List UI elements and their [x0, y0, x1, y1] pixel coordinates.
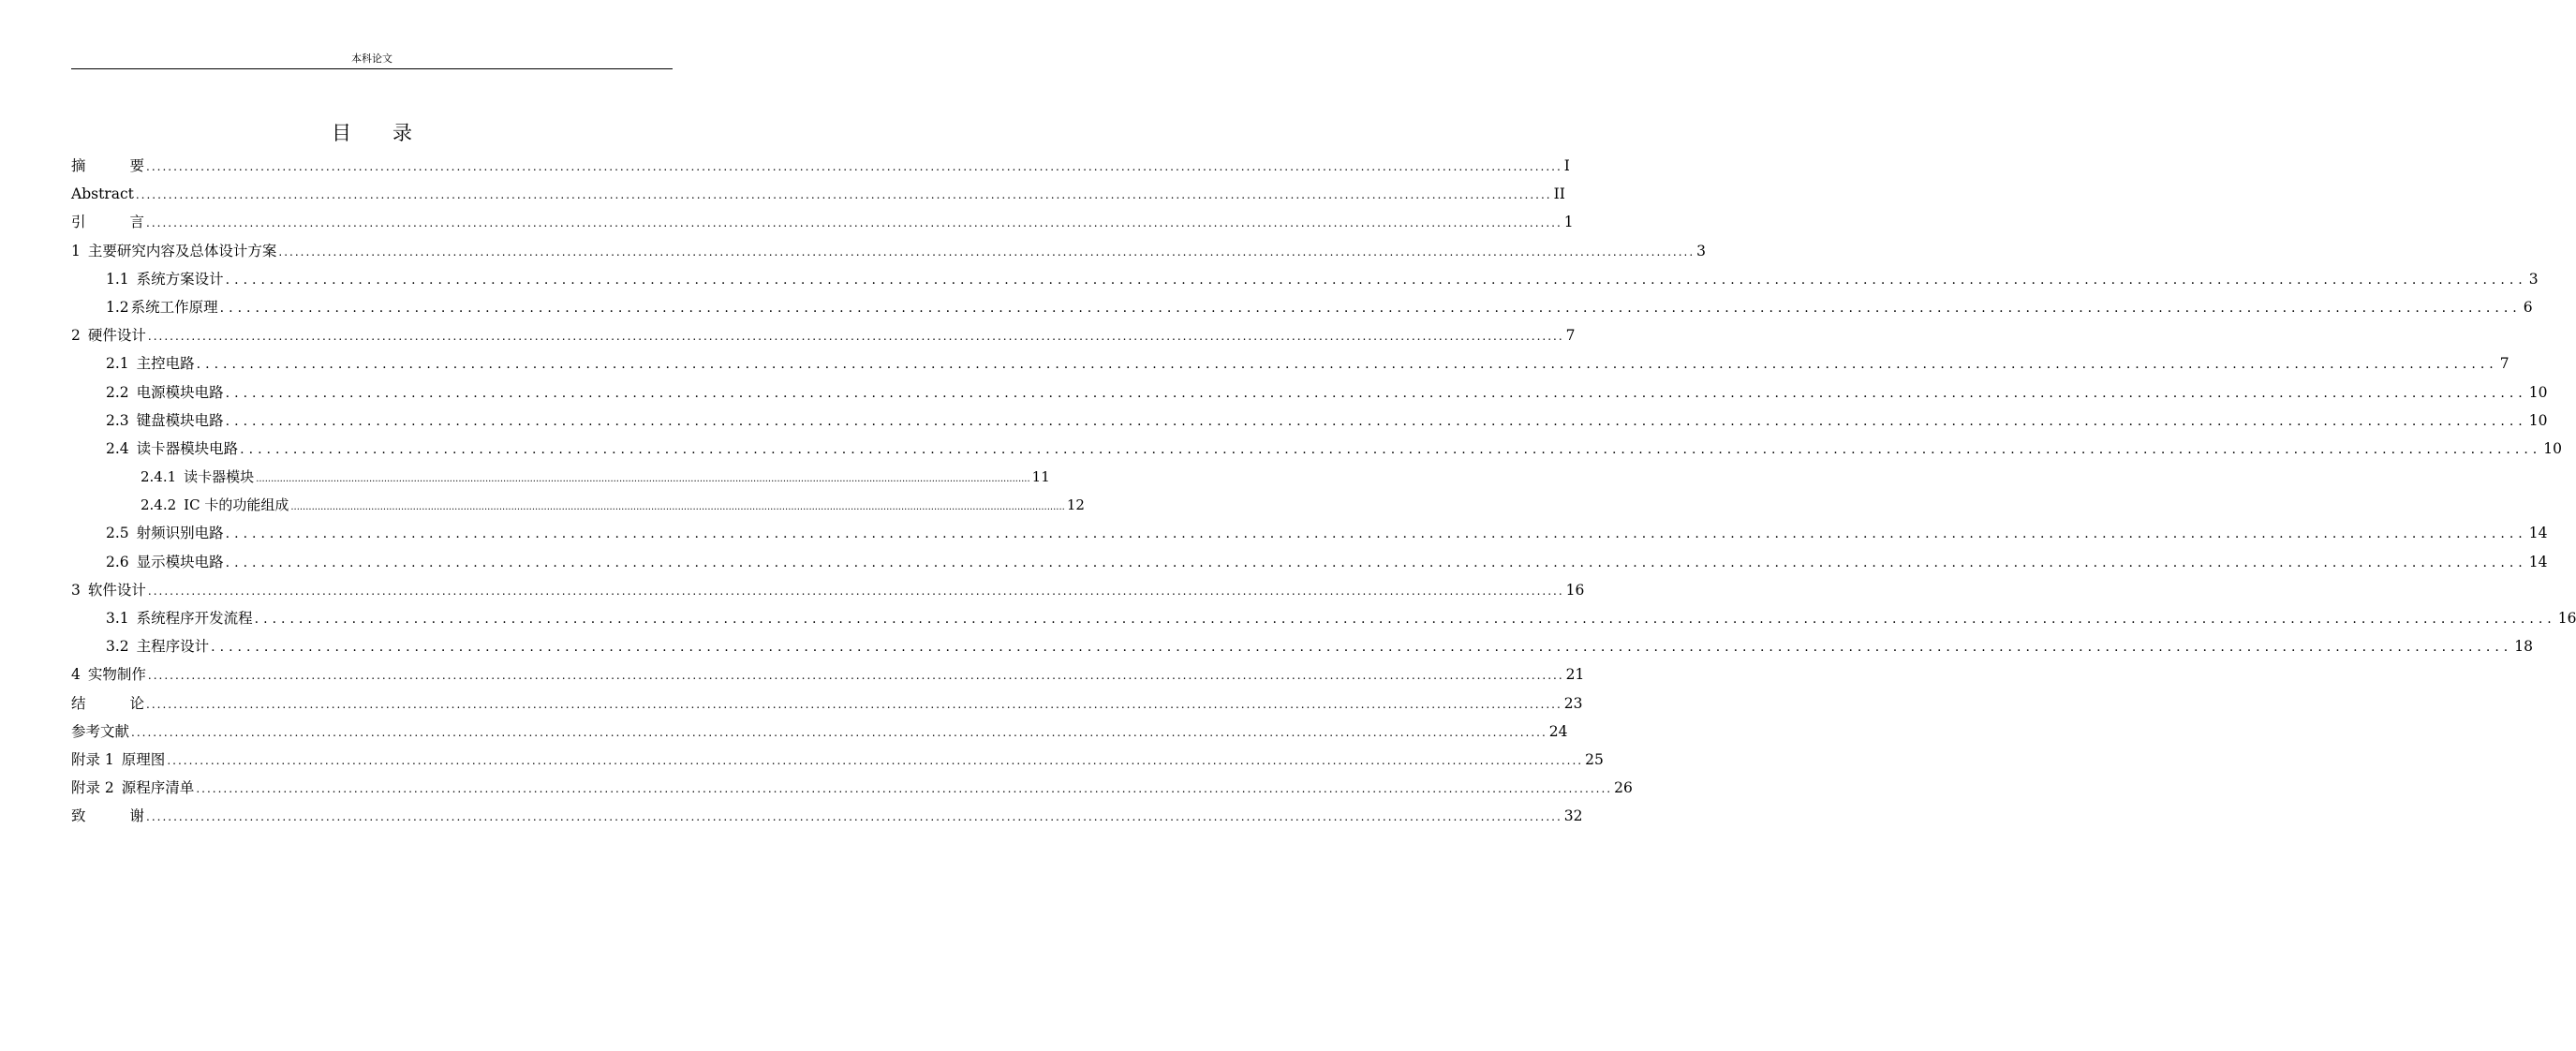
toc-entry-chapter-4[interactable] [71, 660, 1585, 688]
toc-label: 电源模块电路 [136, 383, 224, 401]
toc-entry-2-2[interactable] [71, 378, 2548, 407]
toc-list [71, 152, 2576, 831]
toc-page-number: 16 [2557, 610, 2576, 627]
toc-entry-abstract-cn[interactable] [71, 152, 1570, 180]
toc-label: 软件设计 [87, 581, 146, 599]
toc-label: Abstract [71, 185, 134, 203]
toc-title-char-2: 录 [392, 122, 412, 144]
dot-leader: .................................................................................................................................................................................................................................................................... [278, 244, 1695, 259]
dot-leader: .................................................................................................................................................................................................................................................................... [225, 526, 2527, 542]
toc-label: 主控电路 [136, 355, 195, 373]
toc-label: 参考文献 [71, 722, 130, 740]
toc-number: 2.1 [106, 355, 129, 373]
toc-label: 显示模块电路 [136, 553, 224, 570]
toc-entry-2-1[interactable] [71, 349, 2509, 377]
toc-entry-2-4-1[interactable] [71, 463, 1050, 491]
dot-leader: .................................................................................................................................................................................................................................................................... [146, 216, 1562, 230]
toc-entry-1-2[interactable] [71, 293, 2533, 321]
toc-entry-2-6[interactable] [71, 548, 2548, 576]
toc-entry-chapter-3[interactable] [71, 576, 1585, 604]
dot-leader: .................................................................................................................................................................................................................................................................... [225, 555, 2527, 570]
toc-title [71, 120, 673, 146]
toc-label: 主要研究内容及总体设计方案 [87, 242, 277, 259]
toc-entry-appendix-2[interactable] [71, 774, 1633, 802]
toc-number: 3 [71, 581, 81, 599]
toc-page-number: 10 [2543, 439, 2562, 457]
toc-page-number: 7 [2499, 355, 2509, 373]
toc-entry-appendix-1[interactable] [71, 746, 1604, 774]
dot-leader: .................................................................................................................................................................................................................................................................... [131, 725, 1547, 739]
toc-number: 2.6 [106, 553, 129, 570]
toc-entry-abstract-en[interactable] [71, 180, 1565, 208]
toc-entry-2-3[interactable] [71, 407, 2548, 435]
toc-page-number: 25 [1585, 750, 1604, 768]
dot-leader: .................................................................................................................................................................................................................................................................... [146, 810, 1562, 824]
dot-leader: .................................................................................................................................................................................................................................................................... [290, 502, 1065, 513]
toc-page-number: 7 [1565, 327, 1576, 345]
toc-page-number: 10 [2528, 383, 2548, 401]
toc-number: 3.1 [106, 610, 129, 627]
header-rule [71, 68, 673, 69]
dot-leader: .................................................................................................................................................................................................................................................................... [196, 782, 1613, 796]
toc-page-number: 14 [2528, 553, 2548, 570]
dot-leader: .................................................................................................................................................................................................................................................................... [225, 413, 2527, 429]
dot-leader: .................................................................................................................................................................................................................................................................... [147, 669, 1564, 683]
toc-label-part: 致 [71, 807, 86, 825]
dot-leader: .................................................................................................................................................................................................................................................................... [254, 612, 2556, 627]
toc-page-number: 3 [2528, 270, 2539, 288]
toc-number: 1.1 [106, 270, 129, 288]
toc-page-number: 21 [1565, 666, 1585, 684]
toc-number: 2.2 [106, 383, 129, 401]
toc-label-part: 言 [129, 214, 145, 231]
toc-page-number: 12 [1066, 496, 1085, 514]
toc-label-part: 结 [71, 694, 86, 712]
toc-entry-3-2[interactable] [71, 632, 2533, 660]
toc-label: 读卡器模块 [184, 468, 255, 486]
toc-label: 系统工作原理 [130, 298, 218, 316]
toc-page-number: 14 [2528, 525, 2548, 542]
toc-entry-chapter-1[interactable] [71, 237, 1707, 265]
toc-page-number: 3 [1696, 242, 1707, 259]
toc-label-part: 摘 [71, 157, 86, 174]
toc-number: 2 [71, 327, 81, 345]
dot-leader: .................................................................................................................................................................................................................................................................... [135, 188, 1552, 202]
toc-page-number: II [1553, 185, 1565, 203]
toc-label-part: 引 [71, 214, 86, 231]
toc-number: 4 [71, 666, 81, 684]
toc-page-number: 6 [2523, 298, 2533, 316]
toc-page-number: I [1563, 157, 1570, 174]
dot-leader: .................................................................................................................................................................................................................................................................... [219, 300, 2522, 316]
toc-title-char-1: 目 [332, 122, 351, 144]
toc-page-number: 32 [1563, 807, 1583, 825]
toc-number: 2.5 [106, 525, 129, 542]
toc-page-number: 10 [2528, 411, 2548, 429]
toc-number: 2.4 [106, 439, 129, 457]
dot-leader: .................................................................................................................................................................................................................................................................... [147, 330, 1564, 344]
toc-number: 1.2 [106, 298, 129, 316]
toc-number: 附录 1 [71, 750, 114, 768]
toc-label-part: 论 [129, 694, 145, 712]
toc-page-number: 18 [2514, 638, 2533, 656]
toc-number: 1 [71, 242, 81, 259]
toc-label: 原理图 [121, 750, 166, 768]
toc-label: 主程序设计 [136, 638, 210, 656]
toc-entry-chapter-2[interactable] [71, 321, 1576, 349]
toc-number: 2.3 [106, 411, 129, 429]
page-header [71, 52, 673, 66]
toc-label: 源程序清单 [121, 779, 195, 797]
dot-leader: .................................................................................................................................................................................................................................................................... [147, 584, 1564, 598]
toc-label: 系统方案设计 [136, 270, 224, 288]
toc-label: 硬件设计 [87, 327, 146, 345]
toc-page-number: 1 [1563, 214, 1574, 231]
toc-entry-conclusion[interactable] [71, 689, 1583, 718]
dot-leader: .................................................................................................................................................................................................................................................................... [225, 385, 2527, 401]
toc-number: 2.4.2 [141, 496, 177, 514]
toc-entry-acknowledgements[interactable] [71, 802, 1583, 830]
dot-leader: .................................................................................................................................................................................................................................................................... [256, 474, 1030, 485]
toc-entry-3-1[interactable] [71, 604, 2576, 632]
toc-number: 附录 2 [71, 779, 114, 797]
toc-page-number: 24 [1548, 722, 1568, 740]
toc-entry-1-1[interactable] [71, 265, 2539, 293]
header-text: 本科论文 [351, 52, 392, 65]
toc-entry-references[interactable] [71, 718, 1568, 746]
toc-label: IC 卡的功能组成 [184, 496, 289, 514]
toc-page-number: 11 [1031, 468, 1050, 486]
dot-leader: .................................................................................................................................................................................................................................................................... [225, 272, 2527, 288]
toc-number: 2.4.1 [141, 468, 177, 486]
toc-label: 读卡器模块电路 [136, 439, 239, 457]
toc-label: 实物制作 [87, 666, 146, 684]
toc-label-part: 谢 [129, 807, 145, 825]
toc-entry-2-4[interactable] [71, 435, 2562, 463]
toc-page-number: 26 [1614, 779, 1633, 797]
toc-number: 3.2 [106, 638, 129, 656]
dot-leader: .................................................................................................................................................................................................................................................................... [240, 441, 2542, 457]
toc-label: 键盘模块电路 [136, 411, 224, 429]
dot-leader: .................................................................................................................................................................................................................................................................... [146, 697, 1562, 711]
toc-entry-2-4-2[interactable] [71, 491, 1085, 519]
dot-leader: .................................................................................................................................................................................................................................................................... [196, 357, 2498, 373]
toc-page-number: 23 [1563, 694, 1583, 712]
dot-leader: .................................................................................................................................................................................................................................................................... [146, 160, 1562, 173]
toc-entry-2-5[interactable] [71, 519, 2548, 547]
toc-label: 系统程序开发流程 [136, 610, 253, 627]
toc-page-number: 16 [1565, 581, 1585, 599]
toc-label-part: 要 [129, 157, 145, 174]
toc-entry-introduction[interactable] [71, 208, 1574, 236]
toc-label: 射频识别电路 [136, 525, 224, 542]
dot-leader: .................................................................................................................................................................................................................................................................... [211, 640, 2513, 656]
dot-leader: .................................................................................................................................................................................................................................................................... [167, 753, 1584, 767]
